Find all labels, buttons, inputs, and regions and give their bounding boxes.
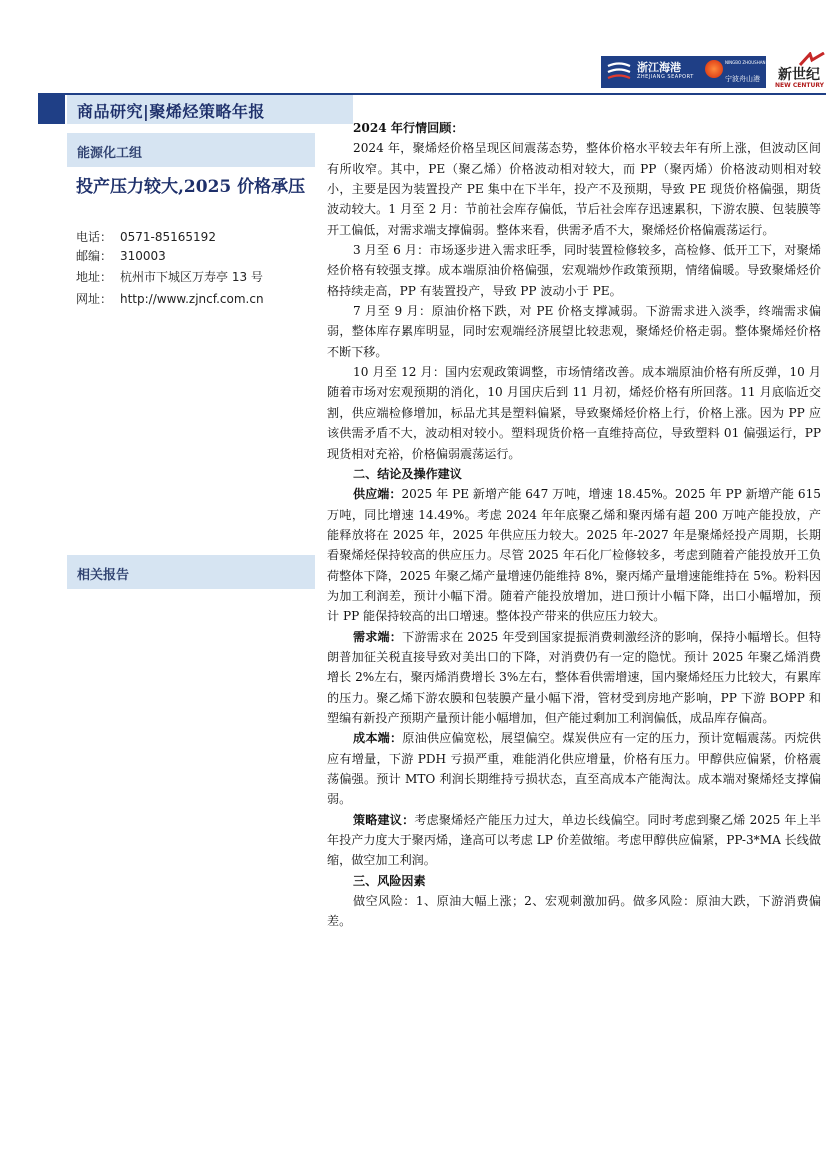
related-reports-title: 相关报告 (77, 568, 130, 583)
logo-zheshang-en: ZHEJIANG SEAPORT (637, 74, 694, 80)
new-century-logo (772, 50, 826, 92)
title-accent-block (38, 93, 65, 124)
review-paragraph-4: 10 月至 12 月：国内宏观政策调整，市场情绪改善。成本端原油价格有所反弹，10 月随着市场对宏观预期的消化，10 月国庆后到 11 月初，烯烃价格有所回落。11 月底临近交割，供应端检修增加，标品尤其是塑料偏紧，导致聚烯烃价格上行，价格上涨。因为 PP 应该供需矛盾不大，波动相对较小。塑料现货价格一直维持高位，导致塑料 01 偏强运行，PP 现货相对充裕，价格偏弱震荡运行。 (327, 365, 821, 461)
risk-paragraph: 做空风险：1、原油大幅上涨；2、宏观刺激加码。做多风险：原油大跌，下游消费偏差。 (327, 894, 821, 929)
report-headline: 投产压力较大,2025 价格承压 (76, 177, 306, 197)
logo-xinshiji-cn: 新世纪 (778, 67, 820, 83)
logo-ningbo-cn: 宁波舟山港 (725, 75, 760, 83)
strategy-paragraph (327, 810, 821, 871)
contact-postcode-value: 310003 (120, 249, 166, 263)
logo-ningbo-en: NINGBO ZHOUSHAN PORT (725, 60, 778, 65)
contact-address-key: 地址： (76, 270, 113, 284)
report-category (67, 95, 353, 124)
supply-label: 供应端： (353, 487, 402, 502)
zhejiang-seaport-logo (601, 56, 778, 88)
demand-text: 下游需求在 2025 年受到国家提振消费刺激经济的影响，保持小幅增长。但特朗普加征关税直接导致对美出口的下降，对消费仍有一定的隐忧。预计 2025 年聚乙烯消费增长 2%左右，聚丙烯消费增长 3%左右，整体看供需增速，国内聚烯烃压力比较大，有累库的压力。聚乙烯下游农膜和包装膜产量小幅下滑，管材受到房地产影响，PP 下游 BOPP 和塑编有新投产预期产量预计能小幅增加，但产能过剩加工利润偏低，成品库存偏高。 (327, 629, 821, 725)
contact-address-value: 杭州市下城区万寿亭 13 号 (120, 270, 263, 284)
contact-website-value[interactable]: http://www.zjncf.com.cn (120, 292, 264, 306)
supply-text: 2025 年 PE 新增产能 647 万吨，增速 18.45%。2025 年 PP 新增产能 615 万吨，同比增速 14.49%。考虑 2024 年年底聚乙烯和聚丙烯有超 200 万吨产能投放，产能释放将在 2025 年，2025 年供应压力较大。2025 年-2027 年是聚烯烃投产周期，长期看聚烯烃保持较高的供应压力。尽管 2025 年石化厂检修较多，考虑到随着产能投放开工负荷整体下降，2025 年聚乙烯产量增速仍能维持 8%，聚丙烯产量增速能维持在 5%。粉料因为加工利润差，预计小幅下滑。随着产能投放增加，进口预计小幅下降，出口小幅增加，预计 PP 能保持较高的出口增速。整体投产带来的供应压力较大。 (327, 487, 821, 624)
strategy-text: 考虑聚烯烃产能压力过大，单边长线偏空。同时考虑到聚乙烯 2025 年上半年投产力度大于聚丙烯，逢高可以考虑 LP 价差做缩。考虑甲醇供应偏紧，PP-3*MA 长线做缩，做空加工利润。 (327, 812, 821, 868)
contact-website (76, 290, 264, 307)
contact-phone (76, 228, 216, 245)
cost-text: 原油供应偏宽松，展望偏空。煤炭供应有一定的压力，预计宽幅震荡。丙烷供应有增量，下游 PDH 亏损严重，难能消化供应增量，价格有压力。甲醇供应偏紧，价格震荡偏强。预计 MTO 利润长期维持亏损状态，直至高成本产能淘汰。成本端对聚烯烃支撑偏弱。 (327, 731, 821, 807)
supply-paragraph (327, 484, 821, 626)
cost-label: 成本端： (353, 731, 403, 746)
review-paragraph-3: 7 月至 9 月：原油价格下跌，对 PE 价格支撑减弱。下游需求进入淡季，终端需求偏弱，整体库存累库明显，同时宏观端经济展望比较悲观，聚烯烃价格走弱。整体聚烯烃价格不断下移。 (327, 304, 821, 359)
review-paragraph-2: 3 月至 6 月：市场逐步进入需求旺季，同时装置检修较多，高检修、低开工下，对聚烯烃价格有较强支撑。成本端原油价格偏强，宏观端炒作政策预期，情绪偏暖。导致聚烯烃价格持续走高，PP 有装置投产，导致 PP 波动小于 PE。 (327, 243, 821, 298)
review-title: 2024 年行情回顾： (353, 121, 464, 135)
contact-phone-value: 0571-85165192 (120, 230, 216, 244)
seaport-emblem-icon (606, 60, 632, 84)
demand-label: 需求端： (353, 629, 403, 644)
report-category-text: 商品研究|聚烯烃策略年报 (77, 102, 265, 121)
logo-xinshiji-en: NEW CENTURY (775, 82, 824, 89)
logo-zheshang-cn: 浙江海港 (637, 61, 681, 74)
section-3-title: 三、风险因素 (353, 873, 426, 888)
related-reports-header (67, 555, 315, 589)
sun-icon (705, 60, 723, 78)
report-body (327, 118, 821, 932)
cost-paragraph (327, 728, 821, 809)
strategy-label: 策略建议： (353, 812, 415, 827)
contact-postcode (76, 247, 166, 264)
section-2-title: 二、结论及操作建议 (353, 466, 462, 481)
group-name: 能源化工组 (77, 146, 143, 161)
contact-phone-key: 电话： (76, 230, 113, 244)
contact-address (76, 268, 263, 285)
group-header (67, 133, 315, 167)
contact-postcode-key: 邮编： (76, 249, 113, 263)
review-paragraph-1: 2024 年，聚烯烃价格呈现区间震荡态势，整体价格水平较去年有所上涨，但波动区间有所收窄。其中，PE（聚乙烯）价格波动相对较大，而 PP（聚丙烯）价格波动则相对较小，主要是因为装置投产 PE 集中在下半年，投产不及预期，导致 PE 现货价格偏强，期货波动较大。1 月至 2 月：节前社会库存偏低，节后社会库存迅速累积，下游农膜、包装膜等开工偏低，对需求端支撑偏弱。整体来看，供需矛盾不大，聚烯烃价格偏震荡运行。 (327, 141, 821, 237)
demand-paragraph (327, 627, 821, 729)
contact-website-key: 网址： (76, 292, 113, 306)
